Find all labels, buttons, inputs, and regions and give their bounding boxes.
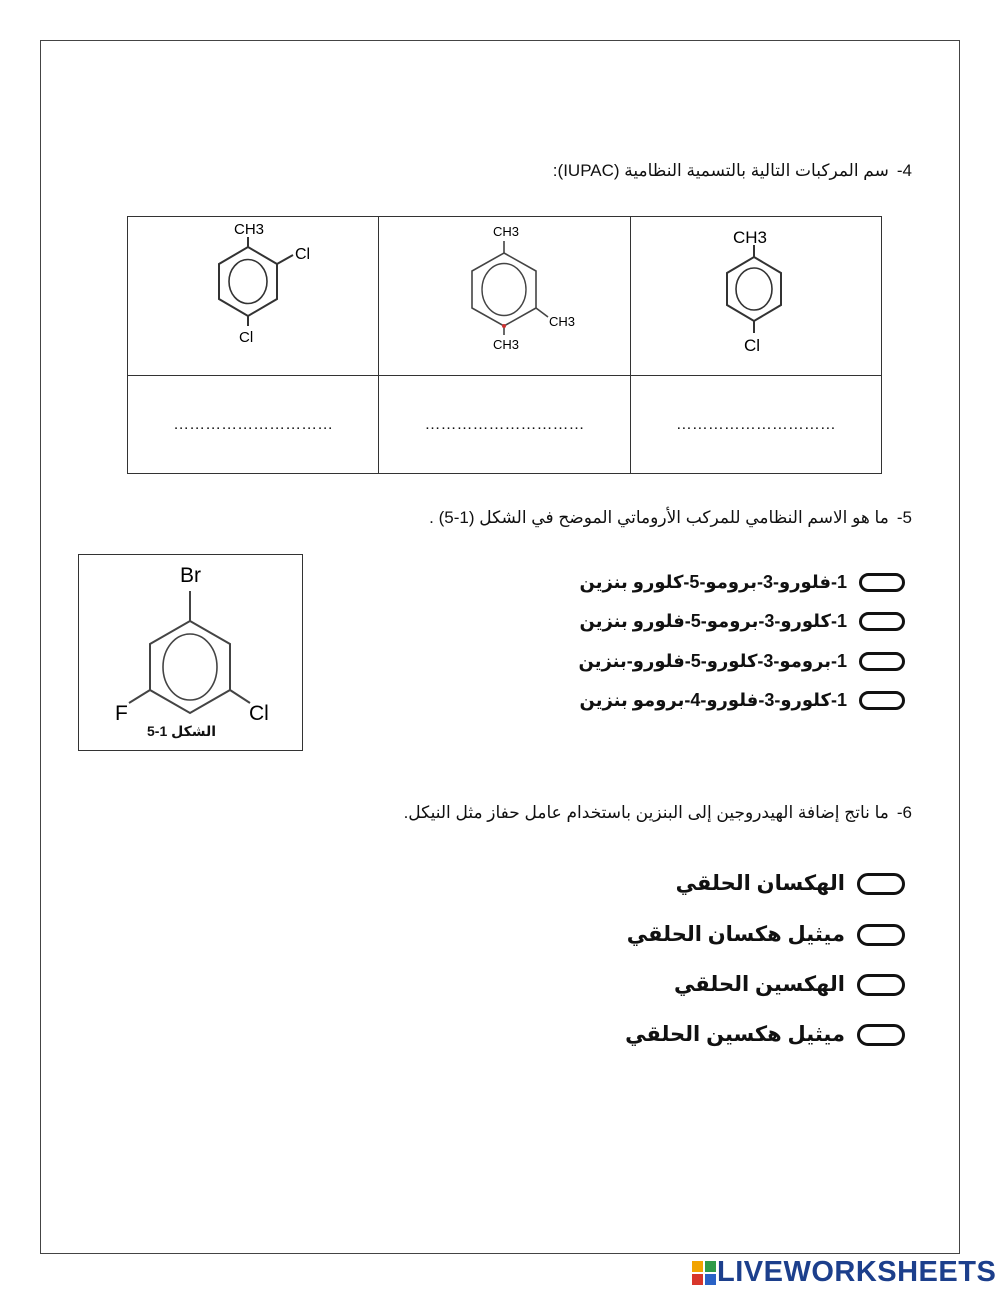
s1-top-label: CH3	[234, 220, 265, 238]
structure-trimethylbenzene	[429, 219, 579, 369]
brand-logo	[691, 1256, 996, 1289]
question-5	[429, 508, 912, 528]
q5-option-2[interactable]: 1-كلورو-3-برومو-5-فلورو بنزين	[580, 611, 905, 632]
s1-right-label: Cl	[295, 245, 311, 263]
question-4-number: 4-	[896, 161, 912, 180]
question-4	[553, 161, 912, 181]
question-4-text: سم المركبات التالية بالتسمية النظامية (IUPAC):	[552, 161, 889, 180]
radio-pill[interactable]	[859, 573, 905, 592]
figure-1-5	[78, 554, 303, 751]
q6-option-2[interactable]: ميثيل هكسان الحلقي	[627, 922, 905, 947]
structure-4-chlorotoluene	[681, 219, 831, 369]
q6-option-1[interactable]: الهكسان الحلقي	[676, 871, 905, 896]
question-6-text: ما ناتج إضافة الهيدروجين إلى البنزين باستخدام عامل حفاز مثل النيكل.	[403, 803, 889, 822]
q5-option-3[interactable]: 1-برومو-3-كلورو-5-فلورو-بنزين	[579, 651, 905, 672]
s2-top-label: CH3	[493, 223, 520, 239]
q6-option-3[interactable]: الهكسين الحلقي	[674, 972, 905, 997]
radio-pill[interactable]	[859, 691, 905, 710]
structure-cell-2	[379, 217, 630, 376]
radio-pill[interactable]	[859, 652, 905, 671]
q5-option-4[interactable]: 1-كلورو-3-فلورو-4-برومو بنزين	[580, 690, 906, 711]
q6-option-4[interactable]: ميثيل هكسين الحلقي	[625, 1022, 905, 1047]
radio-pill[interactable]	[857, 974, 905, 996]
s1-bottom-label: Cl	[239, 328, 254, 346]
brand-icon	[691, 1260, 717, 1286]
fig-left-label: F	[115, 702, 128, 725]
structure-cell-1	[128, 217, 379, 376]
question-5-text: ما هو الاسم النظامي للمركب الأروماتي الموضح في الشكل (1-5) .	[429, 508, 889, 527]
s2-bottom-label: CH3	[493, 336, 520, 352]
structure-2-4-dichlorotoluene	[178, 219, 328, 369]
answer-blank-1[interactable]: …………………………	[128, 376, 379, 474]
s3-bottom-label: Cl	[743, 335, 760, 355]
structure-cell-3	[630, 217, 881, 376]
fig-top-label: Br	[180, 564, 201, 587]
figure-caption: الشكل 1-5	[147, 723, 217, 739]
s2-right-label: CH3	[549, 313, 576, 329]
answer-blank-3[interactable]: …………………………	[630, 376, 881, 474]
radio-pill[interactable]	[857, 924, 905, 946]
s3-top-label: CH3	[732, 227, 767, 247]
structure-bromo-chloro-fluorobenzene	[79, 555, 302, 750]
q5-option-1[interactable]: 1-فلورو-3-برومو-5-كلورو بنزين	[580, 572, 906, 593]
question-6-number: 6-	[896, 803, 912, 822]
question-6	[404, 803, 912, 823]
question-5-number: 5-	[896, 508, 912, 527]
answer-blank-2[interactable]: …………………………	[379, 376, 630, 474]
radio-pill[interactable]	[859, 612, 905, 631]
fig-right-label: Cl	[249, 702, 269, 725]
radio-pill[interactable]	[857, 873, 905, 895]
brand-name: LIVEWORKSHEETS	[717, 1256, 997, 1288]
naming-table	[127, 216, 882, 474]
radio-pill[interactable]	[857, 1024, 905, 1046]
